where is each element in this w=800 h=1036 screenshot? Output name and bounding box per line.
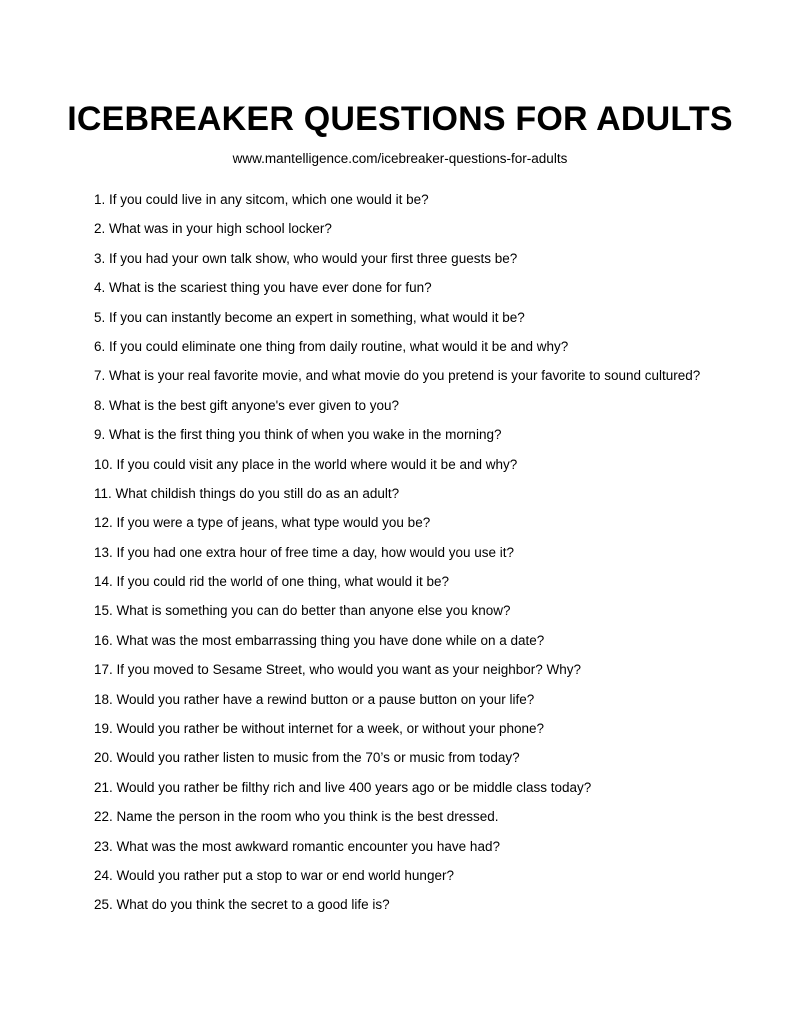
question-list <box>94 189 774 924</box>
question-item: 1. If you could live in any sitcom, which one would it be? <box>94 192 429 207</box>
question-item: 12. If you were a type of jeans, what type would you be? <box>94 515 431 531</box>
question-item: 8. What is the best gift anyone's ever given to you? <box>94 397 400 413</box>
question-item: 24. Would you rather put a stop to war or end world hunger? <box>94 867 454 883</box>
question-item: 15. What is something you can do better than anyone else you know? <box>94 603 511 619</box>
question-item: 17. If you moved to Sesame Street, who would you want as your neighbor? Why? <box>94 662 582 678</box>
question-item: 18. Would you rather have a rewind button or a pause button on your life? <box>94 691 535 707</box>
question-item: 7. What is your real favorite movie, and what movie do you pretend is your favorite to sound cultured? <box>94 368 701 384</box>
source-url: www.mantelligence.com/icebreaker-questions-for-adults <box>232 151 568 166</box>
question-item: 13. If you had one extra hour of free time a day, how would you use it? <box>94 544 515 560</box>
question-item: 10. If you could visit any place in the world where would it be and why? <box>94 456 518 472</box>
question-item: 4. What is the scariest thing you have ever done for fun? <box>94 280 432 296</box>
question-item: 3. If you had your own talk show, who would your first three guests be? <box>94 250 518 266</box>
question-item: 23. What was the most awkward romantic encounter you have had? <box>94 838 500 854</box>
question-item: 16. What was the most embarrassing thing you have done while on a date? <box>94 632 545 648</box>
question-item: 20. Would you rather listen to music from the 70’s or music from today? <box>94 750 520 766</box>
question-item: 25. What do you think the secret to a good life is? <box>94 897 390 913</box>
page-title: ICEBREAKER QUESTIONS FOR ADULTS <box>67 100 733 138</box>
question-item: 9. What is the first thing you think of when you wake in the morning? <box>94 427 502 443</box>
question-item: 14. If you could rid the world of one thing, what would it be? <box>94 574 449 590</box>
question-item: 5. If you can instantly become an expert in something, what would it be? <box>94 309 525 325</box>
question-item: 11. What childish things do you still do as an adult? <box>94 485 400 501</box>
question-item: 19. Would you rather be without internet for a week, or without your phone? <box>94 721 545 737</box>
question-item: 22. Name the person in the room who you think is the best dressed. <box>94 809 499 825</box>
question-item: 6. If you could eliminate one thing from daily routine, what would it be and why? <box>94 338 569 354</box>
question-item: 2. What was in your high school locker? <box>94 221 332 237</box>
question-item: 21. Would you rather be filthy rich and live 400 years ago or be middle class today? <box>94 779 592 795</box>
